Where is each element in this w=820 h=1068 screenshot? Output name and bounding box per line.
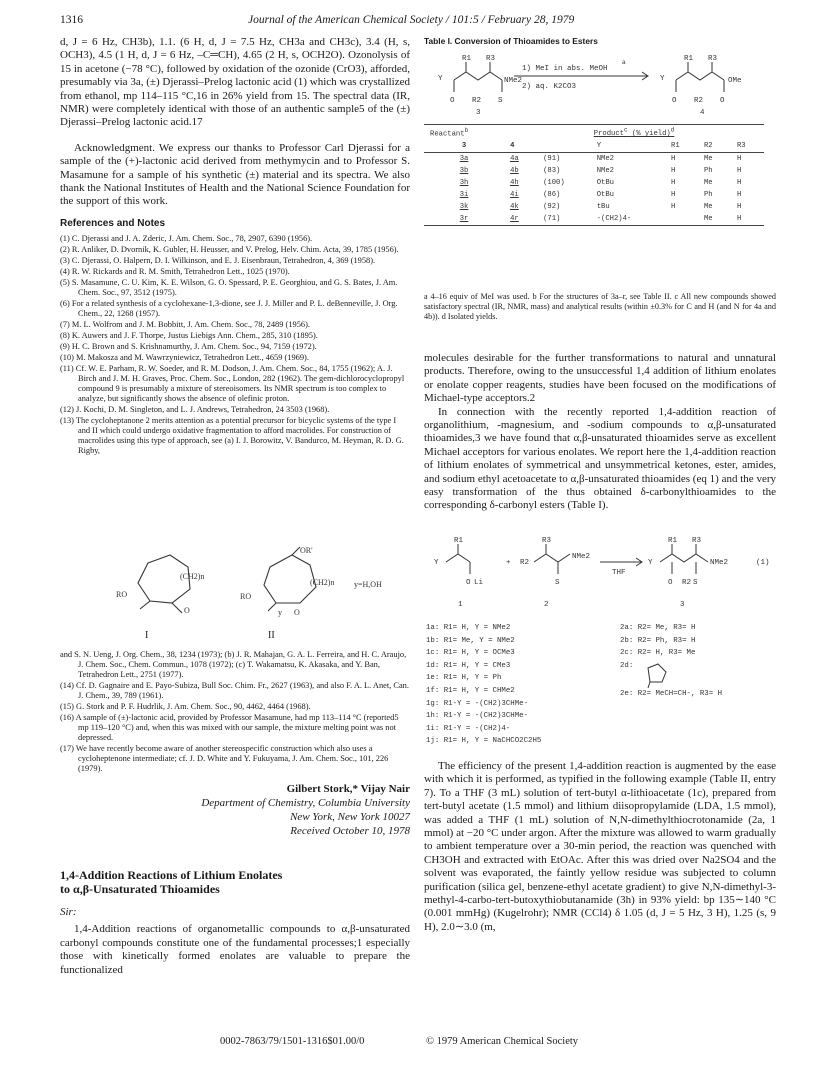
table-row [424,165,764,177]
header-product: Product$^c$ (% yield)$^d$ [593,127,675,139]
table-cell: (92) [543,203,561,212]
table-cell: H [736,167,742,176]
y-label: y [278,608,282,617]
eq-product-o: O [668,579,673,587]
table-cell: (100) [543,179,565,188]
running-header: Journal of the American Chemical Society / 101:5 / February 28, 1979 [248,14,575,26]
o-label-i: O [184,606,190,615]
list-item: 1c: R1= H, Y = OCMe3 [426,649,515,658]
list-item: 1a: R1= H, Y = NMe2 [426,624,511,632]
or-label: OR' [300,546,313,555]
table-row [424,201,764,213]
copyright: © 1979 American Chemical Society [426,1036,579,1047]
compound-3-label: 3 [680,601,685,609]
reference-item: (13) The cycloheptanone 2 merits attention as a potential precursor for bicyclic systems of the type I and II which could undergo oxidative fragmentation to afford macrolides. For construction of macrolides using this type of approach, see (a) I. J. Borowitz, V. Bandurco, M. Heyman, R. D. G. Rigby, [60,416,404,456]
reactant-chain [454,72,502,80]
eq-o: O [466,579,471,587]
table-cell: (71) [543,215,561,224]
table-cell: H [736,203,742,212]
article-title-line1: 1,4-Addition Reactions of Lithium Enolates [60,868,283,882]
eq-nme2: NMe2 [572,553,591,561]
list-item: 2b: R2= Ph, R3= H [620,636,696,645]
reference-item: (10) M. Makosza and M. Wawrzyniewicz, Tetrahedron Lett., 4659 (1969). [60,353,309,363]
references-heading: References and Notes [60,217,166,229]
r1-label: R1 [462,55,472,63]
r2-label: R2 [472,97,482,105]
reagent-step1-note: a [622,59,626,66]
compound-1-label: 1 [458,601,463,609]
y-label: Y [438,75,443,83]
authors: Gilbert Stork,* Vijay Nair [286,783,410,795]
table-cell: (86) [543,191,561,200]
table-subheader-row [424,140,764,153]
eq-product-r1: R1 [668,537,678,545]
ch2n-label-ii: (CH2)n [310,578,335,587]
list-item: 1h: R1-Y = -(CH2)3CHMe- [426,712,529,721]
table-header-row [424,125,764,141]
table-cell: H [671,179,676,188]
table-cell: NMe2 [596,155,614,164]
document-code: 0002-7863/79/1501-1316$01.00/0 [220,1036,365,1047]
page-number: 1316 [60,14,83,26]
table-cell: H [671,203,676,212]
ro-label-i: RO [116,590,128,599]
list-item: 1i: R1-Y = -(CH2)4- [426,724,511,733]
header-col-3: 3 [461,142,467,151]
eq-s: S [555,579,560,587]
reference-item: (16) A sample of (±)-lactonic acid, provided by Professor Masamune, had mp 113–114 °C (reported5 mp 119–120 °C) and, when this was mixed with our sample, the mixture melting point was not depressed. [60,713,399,742]
right-column-procedure [424,760,776,934]
table-cell: Ph [703,191,713,200]
compound-2-label: 2 [544,601,549,609]
list-item: 2a: R2= Me, R3= H [620,624,696,632]
list-item: 2e: R2= MeCH=CH-, R3= H [620,689,723,698]
table-cell: 3h [459,179,469,188]
reference-item: (5) S. Masamune, C. U. Kim, K. E. Wilson, G. O. Spessard, P. E. Georghiou, and G. S. Bates, J. Am. Chem. Soc., 97, 3512 (1975). [60,278,398,298]
y-definition: y=H,OH [354,580,382,589]
label-i: I [145,630,149,641]
table-cell: 3b [459,167,469,176]
intro-paragraph: d, J = 6 Hz, CH3b), 1.1. (6 H, d, J = 7.5 Hz, CH3a and CH3c), 3.4 (H, s, OCH3), 4.5 (1 H, d, J = 6 Hz, –C═CH), 4.65 (2 H, s, OCH2O). Ozonolysis of 15 in acetone (−78 °C), followed by oxidation of the ozonide (CrO3), afforded, presumably via 3a, (±) Djerassi–Prelog lactonic acid (1) which was crystallized from ethanol, mp 114–115 °C,16 in 26% yield from 15. The spectral data (IR, NMR) were completely identical with those of an authentic sample5 of the (±) Djerassi–Prelog lactonic acid.17 [60,36,410,129]
eq-r2: R2 [520,559,530,567]
reference-item: (12) J. Kochi, D. M. Singleton, and L. J. Andrews, Tetrahedron, 24 3503 (1968). [60,405,330,415]
table-cell: 3k [459,203,469,212]
table-cell: 4i [510,191,519,200]
eq-li: Li [474,579,484,587]
paragraph-molecules: molecules desirable for the further transformations to natural and unnatural products. Therefore, owing to the unsuccessful 1,4 addition of lithium enolates or enolate copper reagents, studies have been focused on the modifications of Michael-type acceptors.2 [424,352,776,405]
left-column-continued [60,650,410,977]
ro-label-ii: RO [240,592,252,601]
reference-item: (8) K. Auwers and J. F. Thorpe, Justus Liebigs Ann. Chem., 285, 310 (1895). [60,331,318,341]
enolate-list [426,624,541,750]
eq-plus: + [506,559,511,567]
article-title-line2: to α,β-Unsaturated Thioamides [60,882,220,896]
reference-item: (17) We have recently become aware of another stereospecific construction which also uses a cycloheptenone intermediate; cf. J. D. White and Y. Fukuyama, J. Am. Chem. Soc., 101, 226 (1979). [60,744,389,773]
table-cell: H [671,155,676,164]
thioamide-chain [534,554,570,562]
table-cell: H [736,191,742,200]
product-r2-label: R2 [694,97,704,105]
reference-list [60,234,410,456]
reagent-step1: 1) MeI in abs. MeOH [522,65,608,73]
list-item: 1b: R1= Me, Y = NMe2 [426,636,515,645]
table-cell: OtBu [596,191,614,200]
s-label: S [498,97,503,105]
table-row [424,213,764,226]
product-r3-label: R3 [708,55,718,63]
eq-product-nme2: NMe2 [710,559,729,567]
table-cell: H [736,179,742,188]
table-cell: 4h [510,179,519,188]
structures-i-ii [110,545,410,625]
table-cell: Ph [703,167,713,176]
r3-label: R3 [486,55,496,63]
table-cell: 3i [459,191,469,200]
table-cell: 4b [510,167,519,176]
eq-product-y: Y [648,559,653,567]
table-cell: OtBu [596,179,614,188]
acknowledgment: Acknowledgment. We express our thanks to Professor Carl Djerassi for a sample of the (+)-lactonic acid derived from methymycin and to Professor S. Masamune for a sample of his synthetic (±) material and its spectra. We also thank the National Institutes of Health and the National Science Foundation for the support of this work. [60,141,410,208]
conversion-scheme [424,48,774,118]
received-date: Received October 10, 1978 [290,825,410,837]
table-cell: H [671,191,676,200]
table-cell: (91) [543,155,561,164]
table-cell: H [736,155,742,164]
eq-r1: R1 [454,537,464,545]
o-label: O [450,97,455,105]
reference-item: (1) C. Djerassi and J. A. Zderic, J. Am. Chem. Soc., 78, 2907, 6390 (1956). [60,234,313,244]
cyclic-thioamide-2d [638,662,678,688]
eq-product-s: S [693,579,698,587]
reference-item: (6) For a related synthesis of a cyclohexane-1,3-dione, see J. J. Miller and P. L. deBenneville, J. Org. Chem., 22, 1268 (1957). [60,299,398,319]
list-item: 1d: R1= H, Y = CMe3 [426,661,511,670]
header-reactant: Reactant$^b$ [430,127,469,139]
header-col-r3: R3 [736,142,746,151]
list-item: 1e: R1= H, Y = Ph [426,674,502,683]
table-cell: Me [703,203,713,212]
table-footnote: a 4–16 equiv of MeI was used. b For the structures of 3a–r, see Table II. c All new compounds showed satisfactory spectral (IR, NMR, mass) and analytical results (within ±0.3% for C and H (and N for 4a and 4b)). d Isolated yields. [424,292,776,321]
o-label-ii: O [294,608,300,617]
table-cell: -(CH2)4- [596,215,632,224]
table-cell: Me [703,215,713,224]
ch2n-label-i: (CH2)n [180,572,205,581]
right-column-text [424,352,776,513]
reference-item: (4) R. W. Rickards and R. M. Smith, Tetrahedron Lett., 1025 (1970). [60,267,290,277]
table-cell: 4k [510,203,519,212]
table-cell: 3a [459,155,469,164]
table-cell: (83) [543,167,561,176]
salutation: Sir: [60,906,77,918]
paragraph-efficiency: The efficiency of the present 1,4-addition reaction is augmented by the ease with which it is performed, as typified in the following example (Table II, entry 7). To a THF (3 mL) solution of tert-butyl α-lithioacetate (1c), prepared from tert-butyl acetate (1.5 mmol) and lithium diisopropylamide (LDA, 1.5 mmol), was added a THF (1 mL) solution of N,N-dimethylthiocrotonamide (2a, 1 mmol) at −20 °C under argon. After the mixture was allowed to warm gradually to ambient temperature over a 30-min period, the reaction was quenched with CH3OH and extracted with EtOAc. After this was dried over Na2SO4 and the solvent was evaporated, the faintly yellow residue was subjected to column purification (silica gel, benzene-ethyl acetate gradient) to give N,N-dimethyl-3-methyl-4-carbo-tert-butoxythiobutanamide (3h) in 93% yield: bp 135∼140 °C (0.001 mmHg) (Kugelrohr); NMR (CCl4) δ 1.05 (d, J = 5 Hz, 3 H), 1.25 (s, 9 H), 2.0∼3.0 (m, [424,760,776,933]
reference-item: (15) G. Stork and P. F. Hudrlik, J. Am. Chem. Soc., 90, 4462, 4464 (1968). [60,702,311,711]
affiliation-department: Department of Chemistry, Columbia University [201,797,410,809]
label-ii: II [268,630,275,641]
list-item: 1f: R1= H, Y = CHMe2 [426,686,515,695]
ome-label: OMe [728,77,742,85]
list-item: 2c: R2= H, R3= Me [620,649,696,658]
reference-item: (14) Cf. D. Gagnaire and E. Payo-Subiza, Bull Soc. Chim. Fr., 2627 (1963), and also F. A. L. Anet, Can. J. Chem., 39, 789 (1961). [60,681,409,700]
conversion-table [424,124,764,226]
table-cell: 4a [510,155,519,164]
left-column [60,36,410,457]
enolate-chain [446,554,470,562]
adduct-chain [660,554,708,562]
list-item: 2d: [620,662,722,690]
table-cell: 3r [459,215,469,224]
body-paragraph: 1,4-Addition reactions of organometallic compounds to α,β-unsaturated carbonyl compounds constitute one of the fundamental processes;1 especially those with kinetically formed enolates are valuable to prepare the functionalized [60,923,410,976]
compound-4-label: 4 [700,109,705,117]
product-o-label: O [672,97,677,105]
eq-product-r2: R2 [682,579,692,587]
reference-item: and S. N. Ueng, J. Org. Chem., 38, 1234 (1973); (b) J. R. Mahajan, G. A. L. Ferreira, and H. C. Araujo, J. Chem. Soc., Chem. Commun., 1078 (1972); (c) T. Wakamatsu, K. Akasaka, and Y. Ban, Tetrahedron Lett., 2751 (1977). [60,650,407,679]
product-y-label: Y [660,75,665,83]
thioamide-list [620,624,722,702]
ring-ii [264,555,316,603]
paragraph-connection: In connection with the recently reported 1,4-addition reaction of organolithium, -magnesium, and -sodium compounds to α,β-unsaturated thioamides,3 we have found that α,β-unsaturated thioamides serve as excellent Michael acceptors for various enolates. We report here the 1,4-addition reaction of lithium enolates of symmetrical and unsymmetrical ketones, ester, amides, and sodium ethyl acetoacetate to α,β-unsaturated thioamides (eq 1) and the very easy transformation of the thus obtained δ-carbonylthioamides to the corresponding δ-carbonyl esters (Table I). [424,405,776,512]
reagent-step2: 2) aq. K2CO3 [522,83,577,91]
reference-item: (3) C. Djerassi, O. Halpern, D. I. Wilkinson, and E. J. Eisenbraun, Tetrahedron, 4, 369 (1958). [60,256,376,266]
table-row [424,177,764,189]
list-item: 1j: R1= H, Y = NaCHCO2C2H5 [426,737,542,746]
table-cell: H [671,167,676,176]
table-title: Table I. Conversion of Thioamides to Esters [424,36,598,46]
reference-item: (7) M. L. Wolfrom and J. M. Bobbitt, J. Am. Chem. Soc., 78, 2489 (1956). [60,320,310,330]
table-cell: NMe2 [596,167,614,176]
table-cell [665,213,698,226]
reference-item: (9) H. C. Brown and S. Krishnamurthy, J. Am. Chem. Soc., 94, 7159 (1972). [60,342,317,352]
eq-y: Y [434,559,439,567]
equation-1 [424,532,776,614]
table-cell: Me [703,179,713,188]
compound-3-label: 3 [476,109,481,117]
reference-item: (2) R. Anliker, D. Dvornik, K. Gubler, H. Heusser, and V. Prelog, Helv. Chim. Acta, 39, 1785 (1956). [60,245,399,255]
eq-product-r3: R3 [692,537,702,545]
product-o2-label: O [720,97,725,105]
list-item: 1g: R1-Y = -(CH2)3CHMe- [426,699,529,708]
reference-item: (11) Cf. W. E. Parham, R. W. Soeder, and R. M. Dodson, J. Am. Chem. Soc., 84, 1755 (1962); A. J. Birch and J. M. H. Graves, Proc. Chem. Soc., London, 282 (1962). The gem-dichlorocyclopropyl compound 9 is presumably a mixture of stereoisomers. Its NMR spectrum is too complex to analyze, but significantly shows the absence of olefinic proton. [60,364,405,404]
table-cell: H [736,215,742,224]
table-cell: Me [703,155,713,164]
table-row [424,153,764,166]
table-cell: tBu [596,203,610,212]
eq-r3: R3 [542,537,552,545]
product-chain [676,72,724,80]
nme2-label: NMe2 [504,77,523,85]
affiliation-city: New York, New York 10027 [290,811,410,823]
header-col-r1: R1 [671,142,680,151]
header-col-y: Y [596,142,602,151]
header-col-4: 4 [510,142,515,151]
product-r1-label: R1 [684,55,694,63]
eq-thf: THF [612,569,626,577]
eq-number: (1) [756,559,770,567]
table-cell: 4r [510,215,519,224]
table-row [424,189,764,201]
header-col-r2: R2 [703,142,713,151]
